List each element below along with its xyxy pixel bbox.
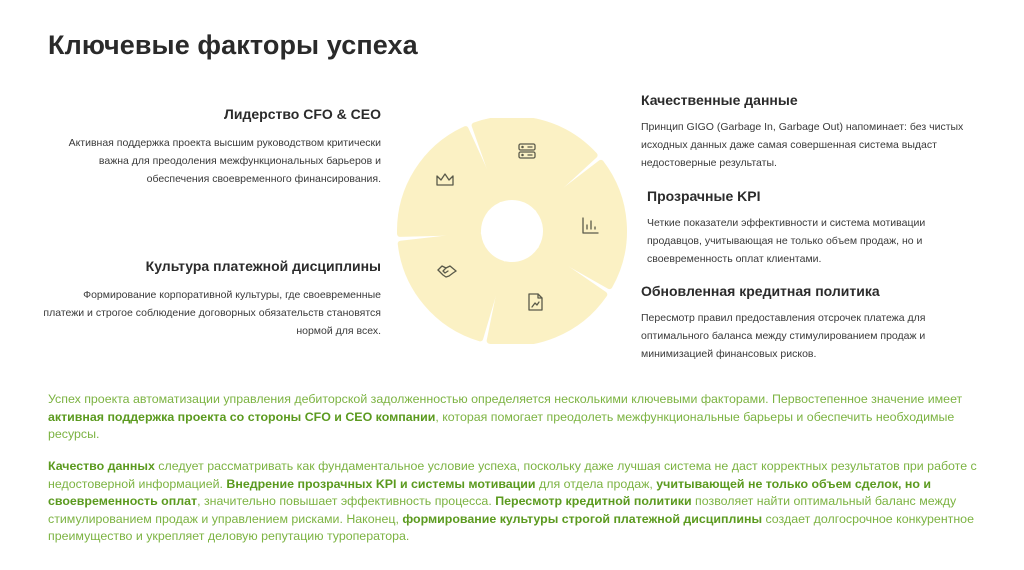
summary-2-emphasis-4: Пересмотр кредитной политики [495, 494, 692, 509]
summary-2-emphasis-1: Качество данных [48, 459, 155, 473]
factor-culture-title: Культура платежной дисциплины [145, 258, 381, 274]
factor-kpi-title: Прозрачные KPI [647, 188, 761, 204]
summary-1-text-1: Успех проекта автоматизации управления дебиторской задолженностью определяется несколькими ключевыми факторами. Первостепенное значение имеет [48, 392, 963, 406]
summary-2-text-2: для отдела продаж, [535, 476, 657, 491]
summary-1-text-2: , которая помогает преодолеть межфункциональные барьеры и обеспечить необходимые ресурсы. [48, 409, 955, 442]
factor-culture [40, 258, 381, 340]
summary-2-emphasis-3: учитывающей не только объем сделок, но и своевременность оплат [48, 476, 932, 509]
wheel-segment-handshake [401, 235, 503, 339]
summary-paragraph-2 [48, 458, 978, 546]
factor-kpi-text: Четкие показатели эффективности и система мотивации продавцов, учитывающая не только объем продаж, но и своевременность оплат клиентами. [647, 217, 926, 265]
summary-paragraph-1 [48, 391, 978, 444]
factor-leadership-title: Лидерство CFO & CEO [224, 106, 381, 122]
factor-credit-policy-text: Пересмотр правил предоставления отсрочек платежа для оптимального баланса между стимулированием продаж и минимизацией финансовых рисков. [641, 312, 926, 360]
factor-kpi [647, 188, 981, 268]
factor-culture-text: Формирование корпоративной культуры, где своевременные платежи и строгое соблюдение договорных обязательств становятся нормой для всех. [43, 289, 381, 337]
success-factors-wheel [394, 118, 630, 344]
summary-2-text-4: позволяет найти оптимальный баланс между стимулированием продаж и управлением рисками. Наконец, [48, 494, 957, 526]
summary-2-text-1: следует рассматривать как фундаментальное условие успеха, поскольку даже лучшая система не даст корректных результатов при работе с недостоверной информацией. [48, 459, 977, 491]
factor-leadership [40, 106, 381, 188]
factor-data-quality-text: Принцип GIGO (Garbage In, Garbage Out) напоминает: без чистых исходных данных даже самая совершенная система выдаст недостоверные результаты. [641, 121, 964, 169]
summary-2-text-3: , значительно повышает эффективность процесса. [197, 494, 496, 509]
wheel-graphic [394, 118, 630, 344]
factor-data-quality [641, 92, 981, 172]
summary-2-emphasis-2: Внедрение прозрачных KPI и системы мотивации [226, 476, 536, 491]
factor-credit-policy-title: Обновленная кредитная политика [641, 283, 880, 299]
summary-1-emphasis-1: активная поддержка проекта со стороны CFO и CEO компании [48, 409, 436, 424]
summary-2-emphasis-5: формирование культуры строгой платежной дисциплины [402, 511, 763, 526]
summary-2-text-5: создает долгосрочное конкурентное преимущество и укрепляет деловую репутацию туроператора. [48, 511, 974, 544]
factor-leadership-text: Активная поддержка проекта высшим руководством критически важна для преодоления межфункциональных барьеров и обеспечения своевременного финансирования. [68, 137, 381, 185]
factor-credit-policy [641, 283, 981, 363]
factor-data-quality-title: Качественные данные [641, 92, 798, 108]
page-title: Ключевые факторы успеха [48, 30, 418, 60]
